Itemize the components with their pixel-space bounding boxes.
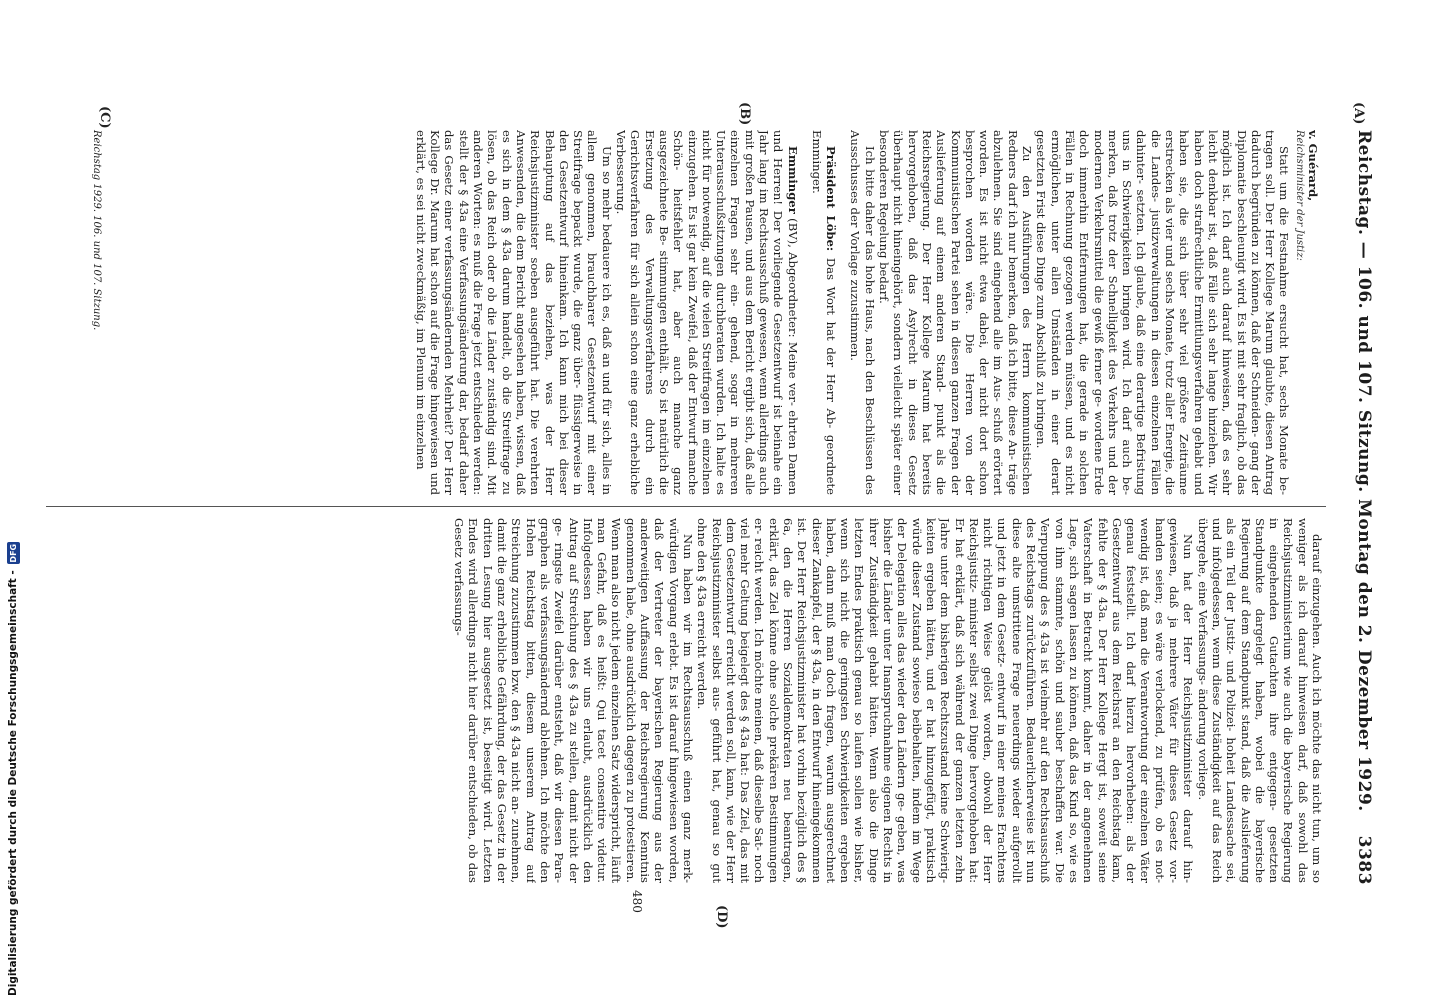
paragraph: Zu den Ausführungen des Herrn kommunistischen Redners darf ich nur bemerken, daß ich bitte, diese An- träge abzulehnen. Sie sind eingehend alle im Aus- schuß erörtert worden. Es ist nicht etwa dabei, der nicht dort schon besprochen worden wäre. Die Herren von der Kommunistischen Partei sehen in diesen ganzen Fragen der Auslieferung auf einem anderen Stand- punkt als die Reichsregierung. Der Herr Kollege Marum hat bereits hervorgehoben, daß das Asylrecht in dieses Gesetz überhaupt nicht hineingehört, sondern vielleicht später einer besonderen Regelung bedarf.	[877, 130, 1035, 495]
running-title: Reichstag. — 106. und 107. Sitzung. Montag den 2. Dezember 1929.	[1354, 130, 1374, 812]
running-head	[1334, 130, 1374, 885]
paragraph: darauf einzugehen. Auch ich möchte das nicht tun, um so weniger als ich darauf hinweisen darf, daß sowohl das Reichsjustizministerium wie auch die bayerische Regierung in eingehenden Gutachten ihre entgegen- gesetzten Standpunkte dargelegt haben, wobei die bayerische Regierung auf dem Standpunkt stand, daß die Auslieferung als ein Teil der Justiz- und Polizei- hoheit Landessache sei, und infolgedessen, wenn diese Zuständigkeit auf das Reich übergehe, eine Verfassungs- änderung vorliege.	[1195, 518, 1324, 883]
paragraph: Nun haben wir im Rechtsausschuß einen ganz merk- würdigen Vorgang erlebt. Es ist darauf hingewiesen worden, daß der Vertreter der bayerischen Regierung aus der anderweitigen Auffassung der Reichsregierung Kenntnis genommen habe, ohne ausdrücklich dagegen zu protestieren. Wenn man also nicht jedem einzelnen Satz widerspricht, läuft man Gefahr, daß es heißt: Qui tacet consentire videtur. Infolgedessen haben wir uns erlaubt, ausdrücklich den Antrag auf Streichung des § 43a zu stellen, damit nicht der ge- ringste Zweifel darüber entsteht, daß wir diesen Para- graphen als verfassungsändernd ablehnen. Ich möchte den Hohen Reichstag bitten, diesem unserem Antrag auf Streichung zuzustimmen bzw. den § 43a nicht an- zunehmen, damit die ganz erhebliche Gefährdung, der das Gesetz in der dritten Lesung hier ausgesetzt ist, beseitigt wird. Letzten Endes wird allerdings nicht hier darüber entschieden, ob das Gesetz verfassungs-	[452, 518, 695, 883]
margin-marker-d: (D)	[714, 905, 729, 929]
paragraph: Ich bitte daher das hohe Haus, nach den Beschlüssen des Ausschusses der Vorlage zuzustimmen.	[848, 130, 877, 495]
right-column	[54, 518, 1324, 883]
speaker2-party: (BV), Abgeordneter:	[785, 218, 800, 338]
footer-sheet-number: 480	[630, 890, 644, 913]
page-number: 3383	[1354, 835, 1374, 885]
left-column	[54, 130, 1324, 495]
speaker2-text: Meine ver- ehrten Damen und Herren! Der vorliegende Gesetzentwurf ist beinahe ein Jahr lang im Rechtsausschuß gewesen, wenn allerdings auch mit großen Pausen, und aus dem Bericht ergibt sich, daß alle einzelnen Fragen sehr ein- gehend, sogar in mehreren Unterausschußsitzungen durchberaten wurden. Ich halte es nicht für notwendig, auf die vielen Streitfragen im einzelnen einzugehen. Es ist gar kein Zweifel, daß der Entwurf manche Schön- heitsfehler hat, aber auch manche ganz ausgezeichnete Be- stimmungen enthält. So ist natürlich die Ersetzung des Verwaltungsverfahrens durch ein Gerichtsverfahren für sich allein schon eine ganz erhebliche Verbesserung.	[614, 130, 800, 495]
column-divider	[46, 506, 1326, 507]
digitization-credit	[4, 16, 22, 996]
paragraph: Statt um die Festnahme ersucht hat, sechs Monate be- tragen soll. Der Herr Kollege Marum glaubte, diesen Antrag dadurch begründen zu können, daß der Schneiden- gang der Diplomatie beschleunigt wird. Es ist mit sehr fraglich, ob das möglich ist. Ich darf auch darauf hinweisen, daß es sehr leicht denkbar ist, daß Fälle sich sehr lange hinziehen. Wir haben doch strafrechtliche Ermittlungsverfahren gehabt und haben sie, die sich über sehr viel größere Zeiträume erstrecken als vier und sechs Monate, trotz aller Energie, die die Landes- justizverwaltungen in diesen einzelnen Fällen dahinter- setzten. Ich glaube, daß eine derartige Befristung uns in Schwierigkeiten bringen wird. Ich darf auch be- merken, daß trotz der Schnelligkeit des Verkehrs und der modernen Verkehrsmittel die gewiß ferner ge- wordene Erde doch immerhin Entfernungen hat, die gerade in solchen Fällen in Rechnung gezogen werden müssen, und es nicht ermöglichen, unter allen Umständen in einer derart gesetzten Frist diese Dinge zum Abschluß zu bringen.	[1034, 130, 1292, 495]
president-name: Präsident Löbe:	[824, 146, 839, 252]
speaker2-paragraph	[614, 130, 800, 495]
paragraph: Nun hat der Herr Reichsjustizminister darauf hin- gewiesen, daß ja mehrere Väter für dieses Gesetz vor- handen seien; es wäre verlockend, zu prüfen, ob es not- wendig ist, daß man die Verantwortung der einzelnen Väter genau feststellt. Ich darf hierzu hervorheben: als der Gesetzentwurf aus dem Reichsrat an den Reichstag kam, fehlte der § 43a. Der Herr Kollege Hergt ist, soweit seine Vaterschaft in Betracht kommt, daher in der angenehmen Lage, sich sagen lassen zu können, daß das Kind so, wie es von ihm stammte, schön und sauber beschaffen war. Die Verpuppung des § 43a ist vielmehr auf den Rechtsausschuß des Reichstags zurückzuführen. Bedauerlicherweise ist nun diese alte umstrittene Frage neuerdings wieder aufgerollt und jetzt in dem Gesetz- entwurf in einer meines Erachtens nicht richtigen Weise gelöst worden, obwohl der Herr Reichsjustiz- minister selbst zwei Dinge hervorgehoben hat: Er hat erklärt, daß sich während der ganzen letzten zehn Jahre unter dem bisherigen Rechtszustand keine Schwierig- keiten ergeben hätten, und er hat hinzugefügt, praktisch würde dieser Zustand sowieso beibehalten, indem im Wege der Delegation alles das wieder den Ländern ge- geben, was bisher die Länder unter Inanspruchnahme eigenen Rechts in ihrer Zuständigkeit gehabt hätten. Wenn also die Dinge letzten Endes praktisch genau so laufen sollen wie bisher, wenn sich nicht die geringsten Schwierigkeiten ergeben haben, dann muß man doch fragen, warum ausgerechnet dieser Zankapfel, der § 43a, in den Entwurf hineingekommen ist. Der Herr Reichsjustizminister hat vorhin bezüglich des § 6a, den die Herren Sozialdemokraten neu beantragen, erklärt, das Ziel könne ohne solche prekären Bestimmungen er- reicht werden. Ich möchte meinen, daß dieselbe Sat- noch viel mehr Geltung beigelegt des § 43a hat: Das Ziel, das mit dem Gesetzentwurf erreicht werden soll, kann, wie der Herr Reichsjustizminister selbst aus- geführt hat, genau so gut ohne den § 43a erreicht werden.	[695, 518, 1196, 883]
paragraph: Um so mehr bedauere ich es, daß an und für sich, alles in allem genommen, brauchbarer Gesetzentwurf mit einer Streitfrage bepackt wurde, die ganz über- flüssigerweise in den Gesetzentwurf hineinkam. Ich kann mich bei dieser Behauptung auf das beziehen, was der Herr Reichsjustizminister soeben ausgeführt hat. Die verehrten Anwesenden, die dem Bericht angesehen haben, wissen, daß es sich in dem § 43a darum handelt, ob die Streitfrage zu lösen, ob das Reich oder ob die Länder zuständig sind. Mit anderen Worten: es muß die Frage jetzt entschieden werden: stellt der § 43a eine Verfassungsänderung dar, bedarf daher das Gesetz einer verfassungsändernden Mehrheit? Der Herr Kollege Dr. Marum hat schon auf die Frage hingewiesen und erklärt, es sei nicht zweckmäßig, im Plenum im einzelnen	[413, 130, 614, 495]
president-note	[810, 130, 839, 495]
margin-marker-c: (C)	[97, 106, 112, 129]
president-text: Das Wort hat der Herr Ab- geordnete Emminger.	[809, 130, 839, 495]
speaker-role: Reichsminister der Justiz:	[1293, 130, 1305, 261]
credit-text: Digitalisierung gefördert durch die Deutsche Forschungsgemeinschaft -	[7, 570, 19, 996]
speaker-name: v. Guérard,	[1306, 130, 1320, 202]
dfg-logo-icon: DFG	[8, 543, 18, 563]
margin-marker-b: (B)	[737, 102, 752, 126]
footer-session-line: Reichstag 1929. 106. und 107. Sitzung.	[91, 130, 102, 331]
margin-marker-a: (A)	[1351, 102, 1366, 125]
speaker2-name: Emminger	[785, 146, 800, 214]
